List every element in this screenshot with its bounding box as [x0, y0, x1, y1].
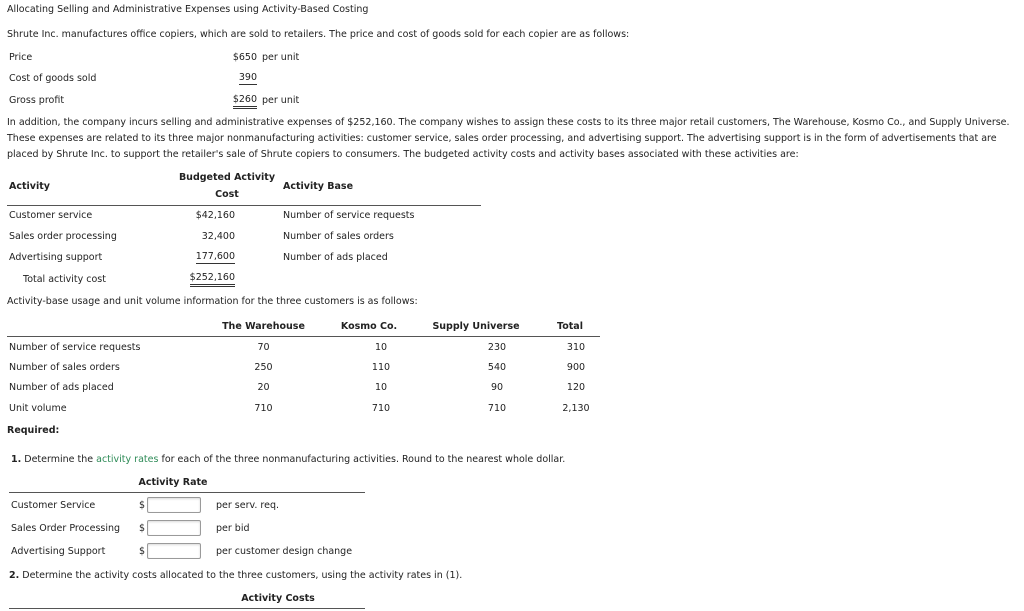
usage-cell: 250: [254, 362, 273, 373]
question-2-text: Determine the activity costs allocated to the three customers, using the activity rates in (1).: [22, 570, 463, 581]
question-2: [9, 570, 462, 581]
activity-header: Activity: [9, 181, 50, 192]
currency-symbol: $: [139, 500, 146, 511]
rate-row-label: Customer Service: [11, 500, 96, 511]
activity-row-base: Number of sales orders: [283, 231, 394, 242]
col-header-kosmo: Kosmo Co.: [340, 321, 398, 332]
usage-cell: 10: [374, 342, 388, 353]
activity-row-label: Advertising support: [9, 252, 103, 263]
price-value: $650: [232, 52, 257, 63]
usage-cell: 2,130: [562, 403, 590, 414]
activity-rates-link[interactable]: activity rates: [96, 454, 159, 465]
usage-cell: 310: [566, 342, 586, 353]
question-1: [11, 454, 565, 465]
cogs-label: Cost of goods sold: [9, 73, 97, 84]
usage-row-label: Number of service requests: [9, 342, 141, 353]
activity-row-cost: 177,600: [195, 251, 235, 262]
activity-costs-header: Activity Costs: [241, 593, 315, 604]
expenses-paragraph: In addition, the company incurs selling and administrative expenses of $252,160. The company wishes to assign these costs to its three major retail customers, The Warehouse, Kosmo Co., and Supply Universe. These expenses are related to its three major nonmanufacturing activities: customer service, sales order processing, and advertising support. The advertising support is in the form of advertisements that are placed by Shrute Inc. to support the retailer's sale of Shrute copiers to consumers. The budgeted activity costs and activity bases associated with these activities are:: [7, 117, 1010, 160]
usage-cell: 110: [371, 362, 391, 373]
activity-row-label: Customer service: [9, 210, 93, 221]
activity-rate-header: Activity Rate: [138, 477, 208, 488]
rate-unit: per serv. req.: [216, 500, 280, 511]
gross-profit-unit: per unit: [262, 95, 300, 106]
gross-profit-label: Gross profit: [9, 95, 65, 106]
total-activity-cost-label: Total activity cost: [23, 274, 106, 285]
activity-row-label: Sales order processing: [9, 231, 117, 242]
budgeted-cost-header-line1: Budgeted Activity: [178, 172, 276, 183]
usage-row-label: Unit volume: [9, 403, 67, 414]
price-label: Price: [9, 52, 33, 63]
page-title: Allocating Selling and Administrative Expenses using Activity-Based Costing: [7, 4, 369, 15]
activity-row-cost: $42,160: [195, 210, 235, 221]
rate-row-label: Sales Order Processing: [11, 523, 121, 534]
advertising-support-rate-input[interactable]: [147, 543, 201, 559]
question-1-text-post: for each of the three nonmanufacturing activities. Round to the nearest whole dollar.: [161, 454, 566, 465]
customer-service-rate-input[interactable]: [147, 497, 201, 513]
activity-costs-divider: [9, 608, 365, 609]
rate-unit: per customer design change: [216, 546, 353, 557]
rate-row-label: Advertising Support: [11, 546, 106, 557]
usage-row-label: Number of ads placed: [9, 382, 114, 393]
activity-table-divider: [7, 205, 481, 206]
usage-cell: 90: [490, 382, 504, 393]
usage-cell: 710: [254, 403, 273, 414]
required-heading: Required:: [7, 425, 60, 436]
usage-cell: 70: [257, 342, 270, 353]
usage-cell: 10: [374, 382, 388, 393]
usage-table-divider: [7, 336, 600, 337]
activity-row-base: Number of ads placed: [283, 252, 388, 263]
cogs-value: 390: [238, 72, 257, 83]
currency-symbol: $: [139, 546, 146, 557]
usage-row-label: Number of sales orders: [9, 362, 120, 373]
usage-cell: 710: [371, 403, 391, 414]
usage-cell: 120: [566, 382, 586, 393]
usage-intro-text: Activity-base usage and unit volume information for the three customers is as follows:: [7, 296, 418, 307]
budgeted-cost-header-line2: Cost: [215, 189, 239, 200]
sales-order-processing-rate-input[interactable]: [147, 520, 201, 536]
question-1-number: 1.: [11, 454, 22, 465]
usage-cell: 710: [487, 403, 507, 414]
usage-cell: 230: [487, 342, 507, 353]
gross-profit-value: $260: [220, 94, 257, 105]
usage-cell: 20: [257, 382, 270, 393]
rate-unit: per bid: [216, 523, 250, 534]
total-activity-cost-value: $252,160: [180, 272, 235, 283]
usage-cell: 900: [566, 362, 586, 373]
col-header-supply-universe: Supply Universe: [432, 321, 520, 332]
col-header-total: Total: [557, 321, 583, 332]
question-2-number: 2.: [9, 570, 20, 581]
col-header-warehouse: The Warehouse: [222, 321, 305, 332]
usage-cell: 540: [487, 362, 507, 373]
price-unit: per unit: [262, 52, 300, 63]
activity-row-base: Number of service requests: [283, 210, 415, 221]
question-1-text-pre: Determine the: [24, 454, 94, 465]
activity-row-cost: 32,400: [201, 231, 235, 242]
rate-table-divider: [9, 492, 365, 493]
currency-symbol: $: [139, 523, 146, 534]
activity-base-header: Activity Base: [283, 181, 354, 192]
intro-text: Shrute Inc. manufactures office copiers, which are sold to retailers. The price and cost of goods sold for each copier are as follows:: [7, 29, 630, 40]
